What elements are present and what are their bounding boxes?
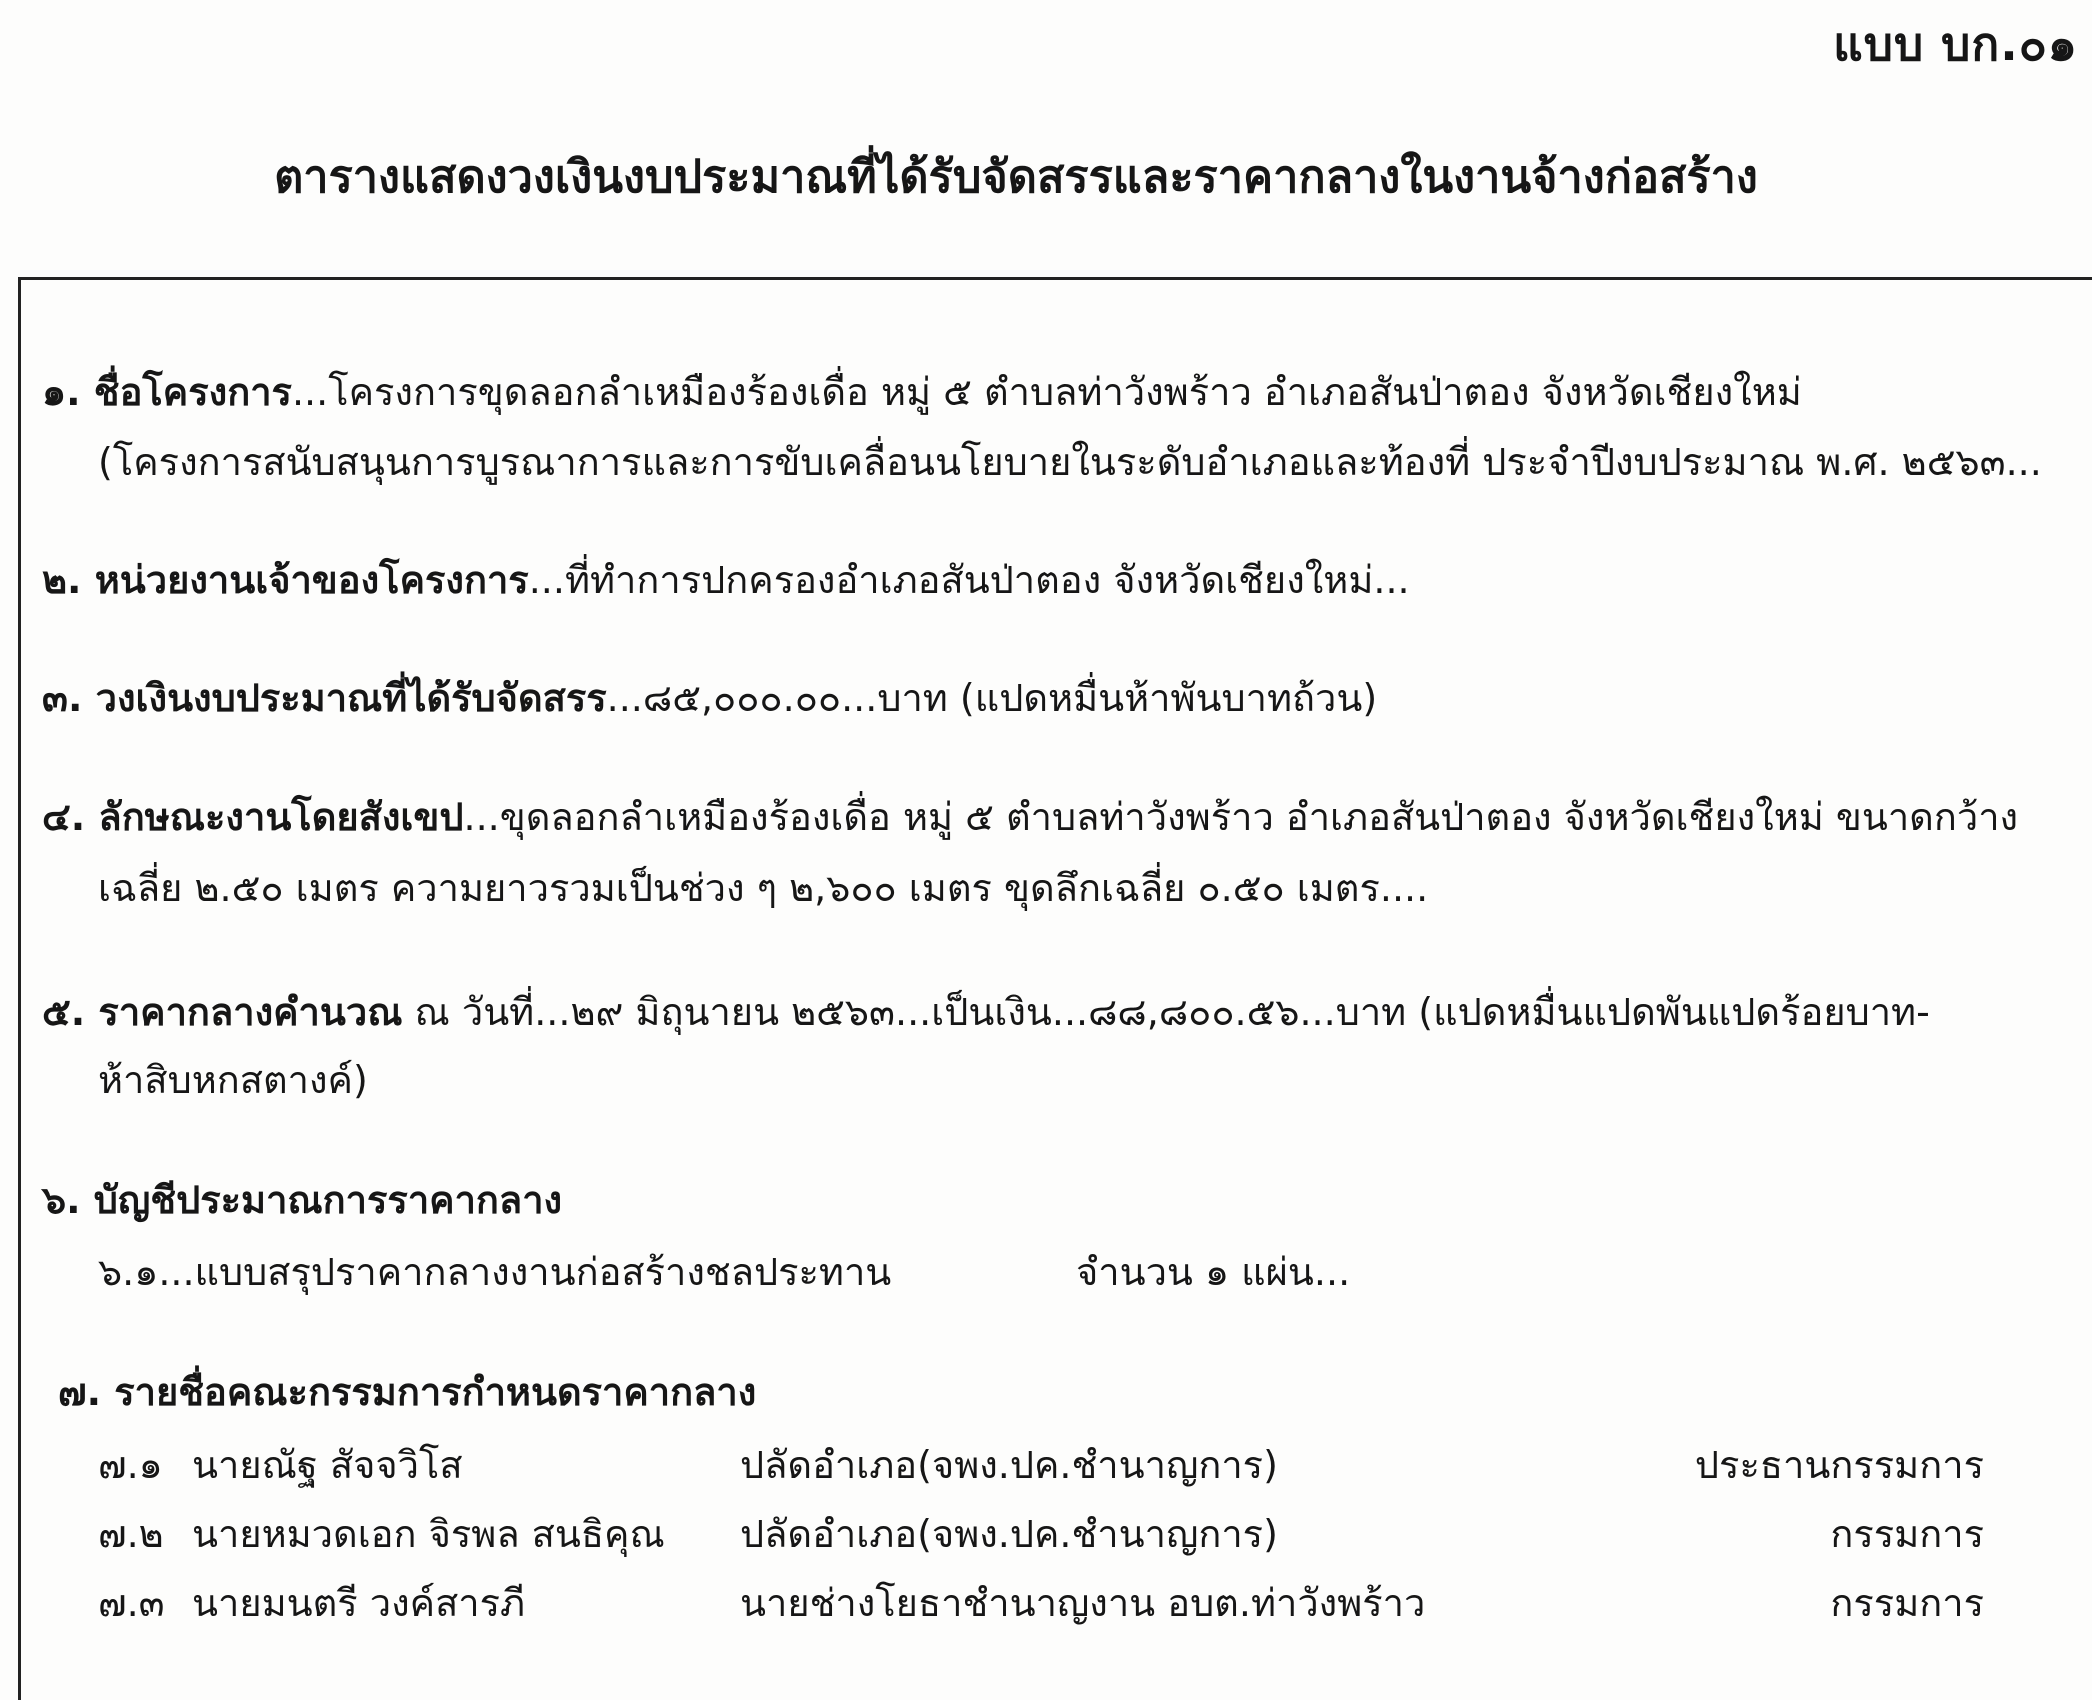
member-position: ปลัดอำเภอ(จพง.ปค.ชำนาญการ) bbox=[740, 1512, 1278, 1556]
member-role: ประธานกรรมการ bbox=[1694, 1443, 1984, 1487]
member-role: กรรมการ bbox=[1830, 1512, 1984, 1556]
member-position: นายช่างโยธาชำนาญงาน อบต.ท่าวังพร้าว bbox=[740, 1581, 1426, 1625]
section-5-line-2: ห้าสิบหกสตางค์) bbox=[98, 1058, 368, 1102]
section-2-value: ...ที่ทำการปกครองอำเภอสันป่าตอง จังหวัดเชียงใหม่... bbox=[528, 558, 1410, 602]
section-4-value: ...ขุดลอกลำเหมืองร้องเดื่อ หมู่ ๕ ตำบลท่าวังพร้าว อำเภอสันป่าตอง จังหวัดเชียงใหม่ ขนาดกว้าง bbox=[463, 795, 2019, 839]
section-1-line-2: (โครงการสนับสนุนการบูรณาการและการขับเคลื่อนนโยบายในระดับอำเภอและท้องที่ ประจำปีงบประมาณ พ.ศ. ๒๕๖๓... bbox=[98, 440, 2042, 484]
member-number: ๗.๑ bbox=[98, 1443, 163, 1487]
section-7-label: ๗. รายชื่อคณะกรรมการกำหนดราคากลาง bbox=[58, 1370, 757, 1414]
section-2-label: ๒. หน่วยงานเจ้าของโครงการ bbox=[42, 558, 529, 602]
section-3 bbox=[42, 678, 1377, 720]
member-name: นายหมวดเอก จิรพล สนธิคุณ bbox=[192, 1512, 665, 1556]
section-1-label: ๑. ชื่อโครงการ bbox=[42, 370, 292, 414]
section-6-item-name: ๖.๑...แบบสรุปราคากลางงานก่อสร้างชลประทาน bbox=[98, 1250, 892, 1294]
member-position: ปลัดอำเภอ(จพง.ปค.ชำนาญการ) bbox=[740, 1443, 1278, 1487]
document-title: ตารางแสดงวงเงินงบประมาณที่ได้รับจัดสรรและราคากลางในงานจ้างก่อสร้าง bbox=[274, 150, 1758, 203]
member-name: นายมนตรี วงค์สารภี bbox=[192, 1581, 526, 1625]
section-2 bbox=[42, 560, 1410, 602]
section-4-line-2: เฉลี่ย ๒.๕๐ เมตร ความยาวรวมเป็นช่วง ๆ ๒,๖๐๐ เมตร ขุดลึกเฉลี่ย ๐.๕๐ เมตร.... bbox=[98, 866, 1429, 910]
member-role: กรรมการ bbox=[1830, 1581, 1984, 1625]
member-number: ๗.๓ bbox=[98, 1581, 165, 1625]
section-6-label: ๖. บัญชีประมาณการราคากลาง bbox=[42, 1178, 563, 1222]
section-5-label: ๕. ราคากลางคำนวณ bbox=[42, 990, 403, 1034]
section-5-value: ณ วันที่...๒๙ มิถุนายน ๒๕๖๓...เป็นเงิน...๘๘,๘๐๐.๕๖...บาท (แปดหมื่นแปดพันแปดร้อยบาท- bbox=[402, 990, 1930, 1034]
section-4-label: ๔. ลักษณะงานโดยสังเขป bbox=[42, 795, 464, 839]
section-1-line-1 bbox=[42, 372, 1802, 414]
member-name: นายณัฐ สัจจวิโส bbox=[192, 1443, 463, 1487]
section-5-line-1 bbox=[42, 992, 1930, 1034]
member-number: ๗.๒ bbox=[98, 1512, 164, 1556]
section-6-item-qty: จำนวน ๑ แผ่น... bbox=[1076, 1250, 1351, 1294]
section-3-label: ๓. วงเงินงบประมาณที่ได้รับจัดสรร bbox=[42, 676, 607, 720]
section-1-value: ...โครงการขุดลอกลำเหมืองร้องเดื่อ หมู่ ๕ ตำบลท่าวังพร้าว อำเภอสันป่าตอง จังหวัดเชียงใหม่ bbox=[291, 370, 1802, 414]
section-3-value: ...๘๕,๐๐๐.๐๐...บาท (แปดหมื่นห้าพันบาทถ้วน) bbox=[606, 676, 1378, 720]
section-4-line-1 bbox=[42, 797, 2018, 839]
form-code: แบบ บก.๐๑ bbox=[1833, 17, 2078, 71]
